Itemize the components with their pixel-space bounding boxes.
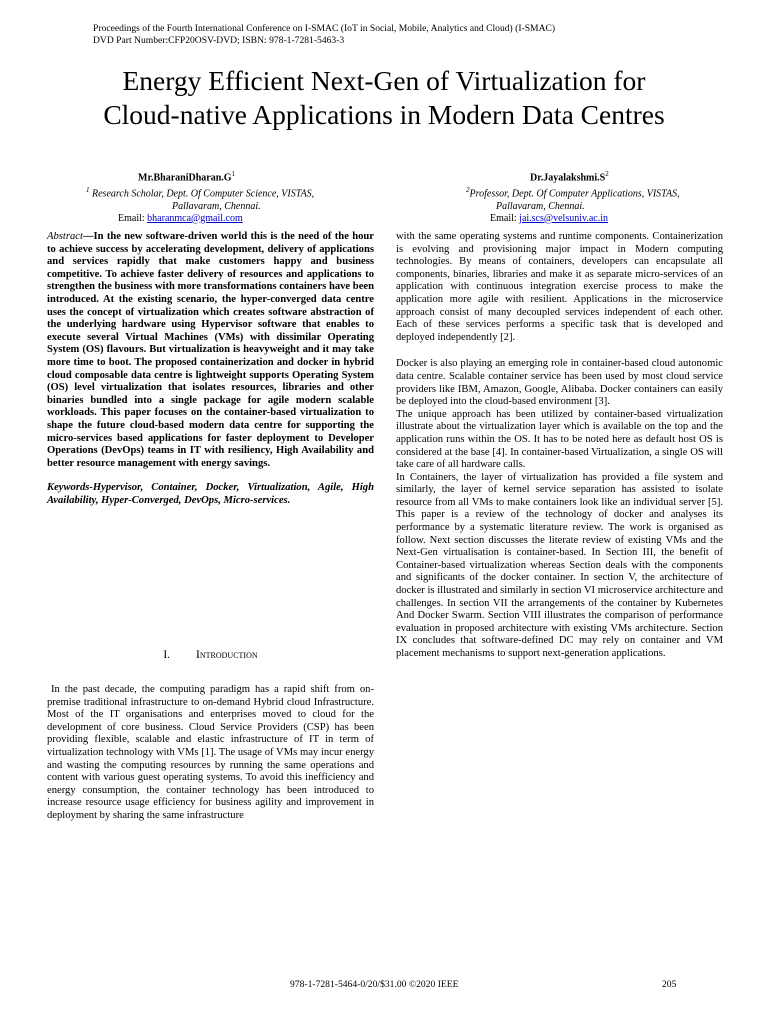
author-2-email-link[interactable]: jai.scs@velsuniv.ac.in bbox=[519, 212, 608, 224]
right-paragraph-1: with the same operating systems and runtime components. Containerization is evolving and provisioning major impact in Modern computing technologies. By means of containers, developers can encapsulate all components, binaries, libraries and make it as separate micro-services of an application with continuous integration exercise process to make the application more agile with resilient. Applications in the microservice approach consist of many decoupled services independent of each other. Each of these services performs a specific task that is developed and deployed independently [2]. bbox=[396, 231, 723, 343]
left-column bbox=[47, 231, 374, 507]
paper-title bbox=[0, 64, 768, 132]
right-column bbox=[396, 231, 723, 661]
header-line-2: DVD Part Number:CFP20OSV-DVD; ISBN: 978-1-7281-5463-3 bbox=[93, 35, 345, 46]
author-1-name: $Mr.BharaniDharan.G^1$ bbox=[138, 170, 236, 184]
author-2-email-row: Email: jai.scs@velsuniv.ac.in bbox=[490, 212, 608, 224]
author-1-location: Pallavaram, Chennai. bbox=[172, 200, 261, 212]
section-title: Introduction bbox=[196, 649, 258, 661]
intro-paragraph bbox=[47, 684, 374, 823]
section-number: I. bbox=[163, 649, 171, 661]
title-line-2: Cloud-native Applications in Modern Data Centres bbox=[103, 99, 665, 130]
author-1-block bbox=[86, 168, 314, 225]
page-number: 205 bbox=[662, 979, 677, 990]
conference-header bbox=[93, 23, 555, 47]
author-2-name: $Dr.Jayalakshmi.S^2$ bbox=[530, 170, 609, 184]
author-1-affiliation: $^1$ Research Scholar, Dept. Of Computer Science, VISTAS, bbox=[86, 186, 315, 200]
intro-text: In the past decade, the computing paradigm has a rapid shift from on-premise traditional infrastructure to on-demand Hybrid cloud Infrastructure. Most of the IT organisations and enterprises moved to cloud for the development of core business. Cloud Service Providers (CSP) has been providing flexible, scalable and elastic infrastructure of IT in term of virtualization technology with VMs [1]. The usage of VMs may incur energy and wasting the computing resources by running the same operations and content with various guest operating systems. To avoid this inefficiency and energy consumption, the container technology has been introduced to increase resource usage efficiency for business agility and improvement in deployment by sharing the same infrastructure bbox=[47, 684, 374, 821]
author-1-email-link[interactable]: bharanmca@gmail.com bbox=[147, 212, 243, 224]
author-2-affiliation: $^2$Professor, Dept. Of Computer Applications, VISTAS, bbox=[466, 186, 680, 200]
author-2-block bbox=[466, 168, 680, 225]
abstract bbox=[47, 231, 374, 470]
author-2-location: Pallavaram, Chennai. bbox=[496, 200, 585, 212]
keywords: Keywords-Hypervisor, Container, Docker, Virtualization, Agile, High Availability, Hyper-Converged, DevOps, Micro-services. bbox=[47, 482, 374, 506]
footer-copyright: 978-1-7281-5464-0/20/$31.00 ©2020 IEEE bbox=[290, 979, 459, 990]
header-line-1: Proceedings of the Fourth International Conference on I-SMAC (IoT in Social, Mobile, Analytics and Cloud) (I-SMAC) bbox=[93, 23, 556, 34]
abstract-text: —In the new software-driven world this is the need of the hour to achieve success by accelerating development, delivery of applications and services rapidly that make customers happy and business competitive. To achieve faster delivery of resources and applications to strengthen the business with more transformations containers have been introduced. At the existing scenario, the hyper-converged data centre uses the concept of virtualization which creates software abstraction of the underlying hardware using Hypervisor software that enables to execute several Virtual Machines (VMs) with dissimilar Operating System (OS) flavours. But virtualization is heavyweight and it may take more time to boot. The proposed containerization and docker in hybrid cloud composable data centre is lightweight supports Operating System (OS) level virtualization that isolates resources, libraries and other binaries bundled into a single package for agile modern scalable workloads. This paper focuses on the container-based virtualization to shape the future cloud-based modern data centre for supporting the micro-services based applications for faster deployment to Developer Operations (DevOps) teams in IT with resiliency, High Availability and better resource management with energy savings. bbox=[47, 231, 374, 469]
right-paragraph-2: Docker is also playing an emerging role in container-based cloud autonomic data centre. Scalable container service has been used by most cloud service providers like IBM, Amazon, Google, Alibaba. Docker containers can easily be deployed into the cloud-based environment [3]. bbox=[396, 358, 723, 408]
title-line-1: Energy Efficient Next-Gen of Virtualization for bbox=[122, 65, 646, 96]
author-1-email-row: Email: bharanmca@gmail.com bbox=[118, 212, 243, 224]
abstract-label: Abstract bbox=[47, 231, 83, 242]
right-paragraph-3: The unique approach has been utilized by container-based virtualization illustrate about the virtualization layer which is available on the top and the application runs within the OS. It has to be noted here as default host OS is considered at the base [4]. In container-based Virtualization, a single OS will take care of all hardware calls. bbox=[396, 408, 723, 471]
right-paragraph-4: In Containers, the layer of virtualization has provided a file system and similarly, the layer of kernel service separation has assisted to isolate resource from all VMs to make containers look like an individual server [5]. This paper is a review of the technology of docker and analyses its performance by a systematic literature review. The work is organised as follow. Next section discusses the literate review of existing VMs and the Next-Gen virtualisation is container-based. In Section III, the benefit of Container-based virtualization whereas Section deals with the components and significants of the docker container. In section V, the architecture of docker is illustrated and similarly in section VI microservice architecture and challenges. In section VII the arrangements of the container by Kubernetes And Docker Swarm. Section VIII illustrates the comparison of performance evaluation in proposed architecture with existing VMs architecture. Section IX concludes that software-defined DC may rely on container and VM placement mechanisms to support next-generation applications. bbox=[396, 471, 723, 659]
section-heading-introduction bbox=[47, 649, 374, 661]
